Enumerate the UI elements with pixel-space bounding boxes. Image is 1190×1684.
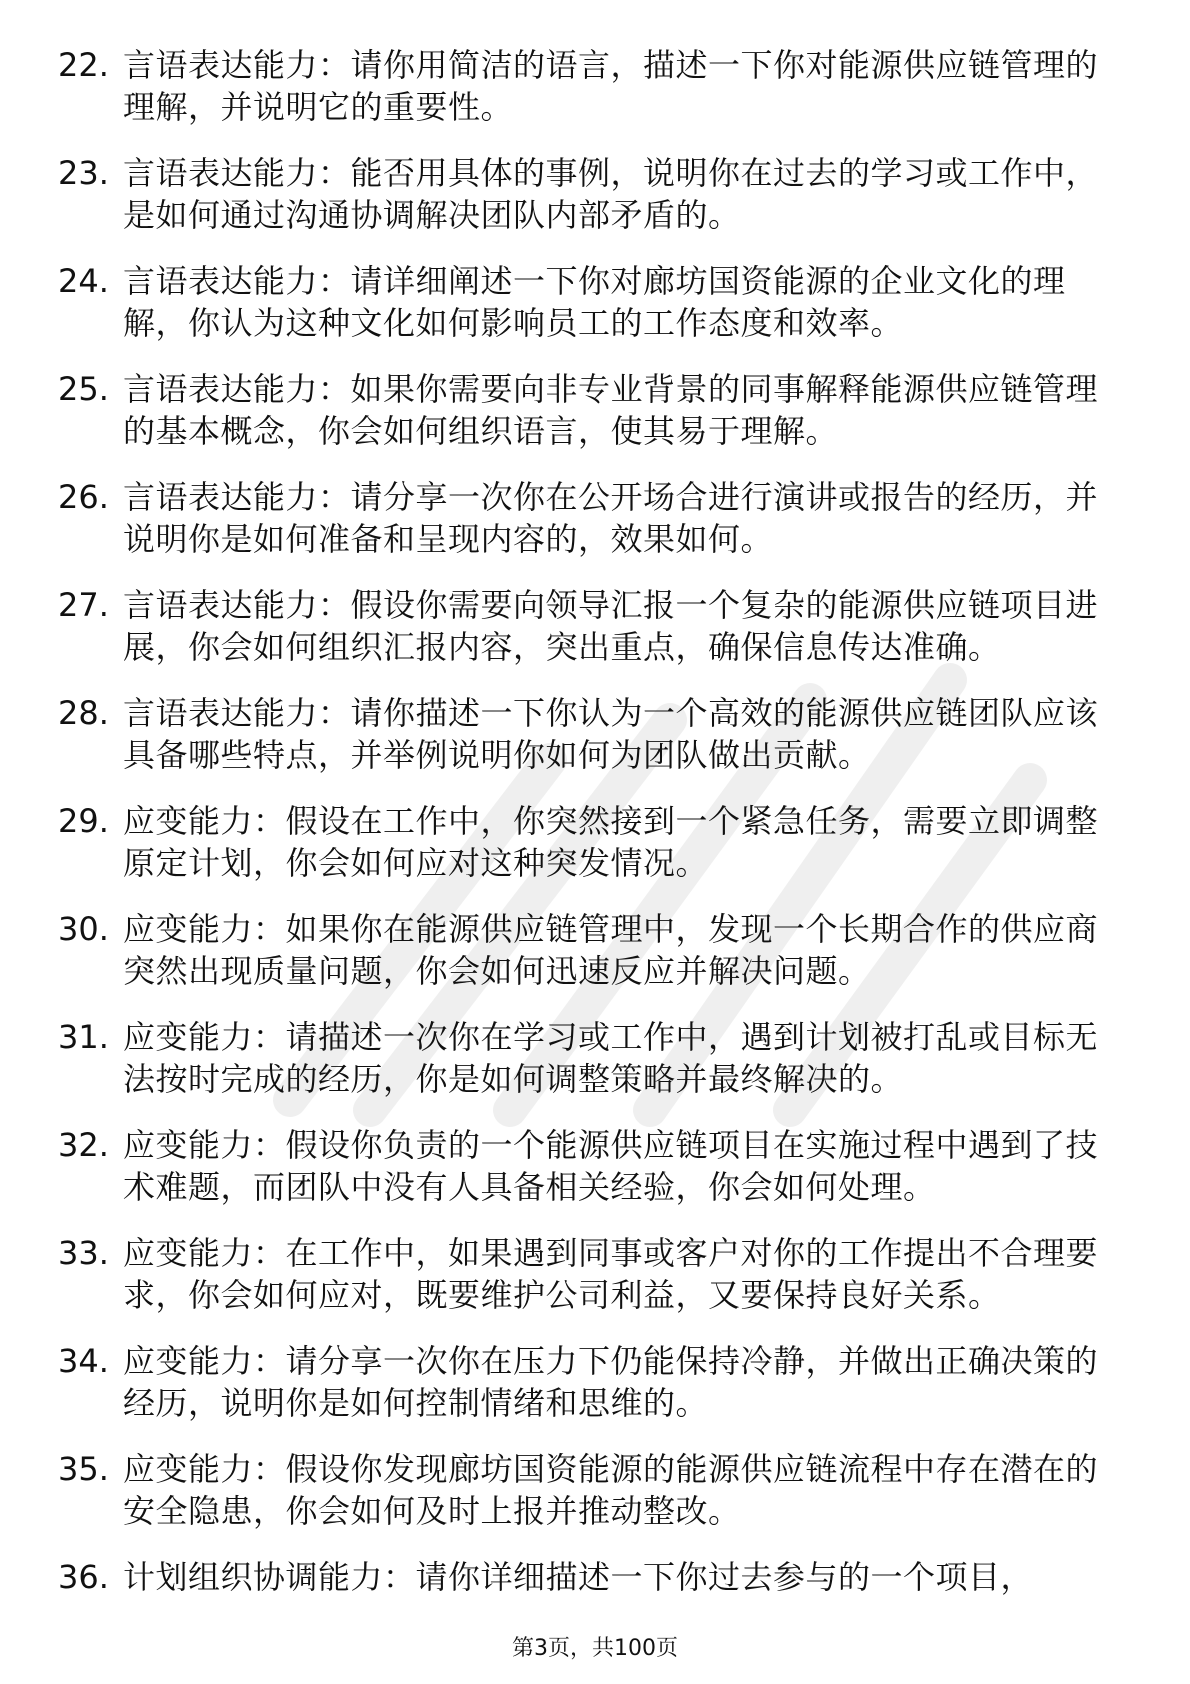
- question-item: [0, 1448, 1190, 1532]
- question-item: [0, 1232, 1190, 1316]
- question-text: 应变能力：假设你发现廊坊国资能源的能源供应链流程中存在潜在的安全隐患，你会如何及时上报并推动整改。: [123, 1450, 1099, 1530]
- question-number: 31.: [58, 1018, 109, 1056]
- question-text: 言语表达能力：能否用具体的事例，说明你在过去的学习或工作中，是如何通过沟通协调解决团队内部矛盾的。: [123, 154, 1099, 234]
- question-number: 22.: [58, 46, 109, 84]
- question-number: 36.: [58, 1558, 109, 1596]
- question-text: 计划组织协调能力：请你详细描述一下你过去参与的一个项目，: [123, 1558, 1034, 1596]
- question-number: 28.: [58, 694, 109, 732]
- question-number: 25.: [58, 370, 109, 408]
- question-text: 应变能力：假设你负责的一个能源供应链项目在实施过程中遇到了技术难题，而团队中没有人具备相关经验，你会如何处理。: [123, 1126, 1099, 1206]
- question-number: 34.: [58, 1342, 109, 1380]
- question-text: 言语表达能力：请你描述一下你认为一个高效的能源供应链团队应该具备哪些特点，并举例说明你如何为团队做出贡献。: [123, 694, 1099, 774]
- question-item: [0, 1340, 1190, 1424]
- question-text: 应变能力：如果你在能源供应链管理中，发现一个长期合作的供应商突然出现质量问题，你会如何迅速反应并解决问题。: [123, 910, 1099, 990]
- question-number: 33.: [58, 1234, 109, 1272]
- question-item: [0, 44, 1190, 128]
- question-number: 27.: [58, 586, 109, 624]
- question-item: [0, 260, 1190, 344]
- question-text: 言语表达能力：假设你需要向领导汇报一个复杂的能源供应链项目进展，你会如何组织汇报内容，突出重点，确保信息传达准确。: [123, 586, 1099, 666]
- question-text: 言语表达能力：请你用简洁的语言，描述一下你对能源供应链管理的理解，并说明它的重要性。: [123, 46, 1099, 126]
- question-text: 应变能力：请描述一次你在学习或工作中，遇到计划被打乱或目标无法按时完成的经历，你是如何调整策略并最终解决的。: [123, 1018, 1099, 1098]
- question-number: 32.: [58, 1126, 109, 1164]
- page-footer: 第3页，共100页: [512, 1636, 678, 1661]
- question-number: 23.: [58, 154, 109, 192]
- question-number: 24.: [58, 262, 109, 300]
- question-item: [0, 368, 1190, 452]
- question-item: [0, 800, 1190, 884]
- question-item: [0, 1124, 1190, 1208]
- question-number: 35.: [58, 1450, 109, 1488]
- question-item: [0, 908, 1190, 992]
- question-item: [0, 152, 1190, 236]
- question-item: [0, 1556, 1190, 1598]
- question-text: 应变能力：在工作中，如果遇到同事或客户对你的工作提出不合理要求，你会如何应对，既要维护公司利益，又要保持良好关系。: [123, 1234, 1099, 1314]
- question-text: 言语表达能力：请详细阐述一下你对廊坊国资能源的企业文化的理解，你认为这种文化如何影响员工的工作态度和效率。: [123, 262, 1066, 342]
- question-item: [0, 692, 1190, 776]
- question-number: 29.: [58, 802, 109, 840]
- question-number: 30.: [58, 910, 109, 948]
- question-text: 言语表达能力：如果你需要向非专业背景的同事解释能源供应链管理的基本概念，你会如何组织语言，使其易于理解。: [123, 370, 1099, 450]
- question-text: 言语表达能力：请分享一次你在公开场合进行演讲或报告的经历，并说明你是如何准备和呈现内容的，效果如何。: [123, 478, 1099, 558]
- question-item: [0, 584, 1190, 668]
- question-text: 应变能力：请分享一次你在压力下仍能保持冷静，并做出正确决策的经历，说明你是如何控制情绪和思维的。: [123, 1342, 1099, 1422]
- question-list: [0, 44, 1190, 1622]
- question-item: [0, 476, 1190, 560]
- question-text: 应变能力：假设在工作中，你突然接到一个紧急任务，需要立即调整原定计划，你会如何应对这种突发情况。: [123, 802, 1099, 882]
- question-item: [0, 1016, 1190, 1100]
- question-number: 26.: [58, 478, 109, 516]
